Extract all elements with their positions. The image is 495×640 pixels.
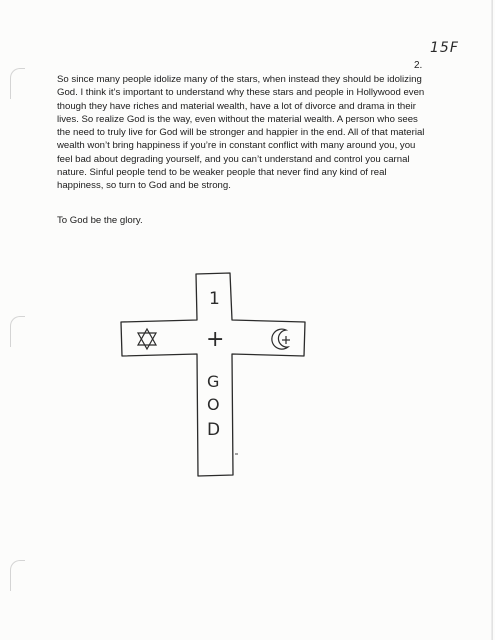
cross-letter-o: O xyxy=(207,395,220,414)
binder-hole-mark xyxy=(10,68,25,99)
cross-letter-d: D xyxy=(207,420,221,440)
crescent-icon xyxy=(272,329,290,349)
closing-line: To God be the glory. xyxy=(57,215,143,226)
cross-letter-g: G xyxy=(207,372,220,391)
cross-drawing xyxy=(118,270,318,487)
binder-hole-mark xyxy=(10,560,25,591)
cross-sketch xyxy=(118,270,318,482)
handwritten-mark: 15F xyxy=(430,40,459,56)
page-number: 2. xyxy=(414,60,423,71)
essay-paragraph: So since many people idolize many of the stars, when instead they should be idolizing God. I think it’s important to understand why these stars and people in Hollywood even though they have riches and material wealth, have a lot of divorce and drama in their lives. So realize God is the way, even without the material wealth. A person who sees the need to truly live for God will be stronger and happier in the end. All of that material wealth won’t bring happiness if you’re in constant conflict with many around you, you feel bad about degrading yourself, and you can’t understand and control you carnal nature. Sinful people tend to be weaker people that never find any kind of real happiness, so turn to God and be strong. xyxy=(57,74,425,192)
cross-plus-label: + xyxy=(206,327,225,352)
binder-hole-mark xyxy=(10,316,25,347)
page-edge xyxy=(491,0,493,640)
cross-top-label: 1 xyxy=(209,289,220,309)
star-of-david-icon xyxy=(138,329,156,349)
